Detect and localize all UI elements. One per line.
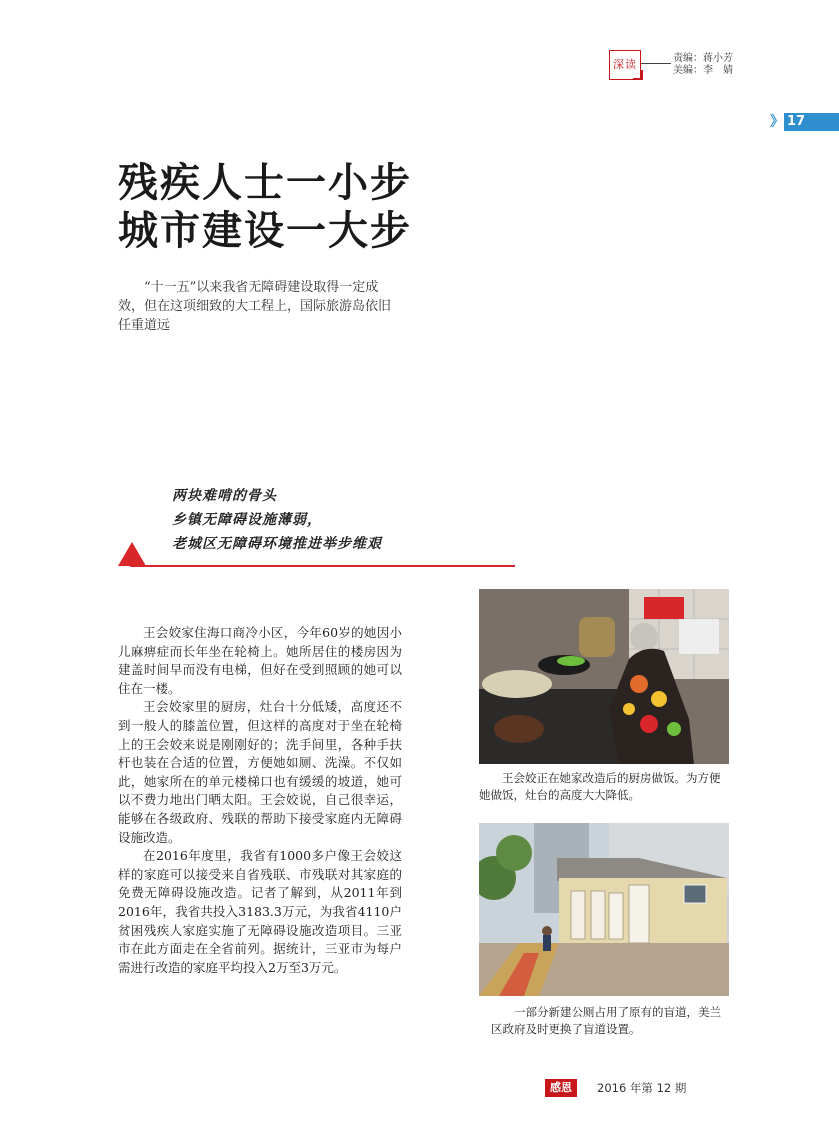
magazine-logo: 感恩 [545, 1079, 577, 1097]
triangle-icon [118, 542, 146, 566]
kitchen-photo [479, 589, 729, 764]
designer-credit: 美编：李 婧 [673, 65, 733, 76]
body-paragraph: 王会姣家住海口商冷小区，今年60岁的她因小儿麻痹症而长年坐在轮椅上。她所居住的楼房因为建盖时间早而没有电梯，但好在受到照顾的她可以住在一楼。 [118, 625, 402, 696]
article-body [118, 624, 402, 977]
body-paragraph: 王会姣家里的厨房，灶台十分低矮，高度还不到一般人的膝盖位置，但这样的高度对于坐在轮椅上的王会姣来说是刚刚好的；洗手间里，各种手扶杆也装在合适的位置，方便她如厕、洗澡。不仅如此，她家所在的单元楼梯口也有缓缓的坡道，她可以不费力地出门晒太阳。王会姣说，自己很幸运，能够在各级政府、残联的帮助下接受家庭内无障碍设施改造。 [118, 699, 402, 845]
page-number: 17 [787, 114, 806, 129]
section-heading: 两块难啃的骨头 [172, 488, 277, 504]
section-badge: 深读 [609, 50, 641, 80]
public-toilet-photo [479, 823, 729, 996]
article-subtitle: “十一五”以来我省无障碍建设取得一定成效，但在这项细致的大工程上，国际旅游岛依旧任重道远 [118, 280, 392, 333]
section-heading: 乡镇无障碍设施薄弱， [172, 512, 322, 528]
editor-credit: 责编：蒋小芳 [673, 53, 733, 64]
badge-corner-decoration [633, 70, 643, 80]
issue-number: 2016 年第 12 期 [597, 1081, 687, 1095]
photo-caption: 一部分新建公厕占用了原有的盲道，美兰区政府及时更换了盲道设置。 [491, 1005, 721, 1036]
section-heading: 老城区无障碍环境推进举步维艰 [172, 536, 382, 552]
header-rule [641, 63, 671, 64]
photo-caption: 王会姣正在她家改造后的厨房做饭。为方便她做饭，灶台的高度大大降低。 [479, 771, 721, 802]
page-arrows-icon: 》 [770, 114, 784, 130]
body-paragraph: 在2016年度里，我省有1000多户像王会姣这样的家庭可以接受来自省残联、市残联对其家庭的免费无障碍设施改造。记者了解到，从2011年到2016年，我省共投入3183.3万元，为我省4110户贫困残疾人家庭实施了无障碍设施改造项目。三亚市在此方面走在全省前列。据统计，三亚市为每户需进行改造的家庭平均投入2万至3万元。 [118, 848, 402, 975]
section-rule [130, 565, 515, 567]
article-title-line-1: 残疾人士一小步 [118, 159, 412, 206]
article-title-line-2: 城市建设一大步 [118, 207, 412, 254]
